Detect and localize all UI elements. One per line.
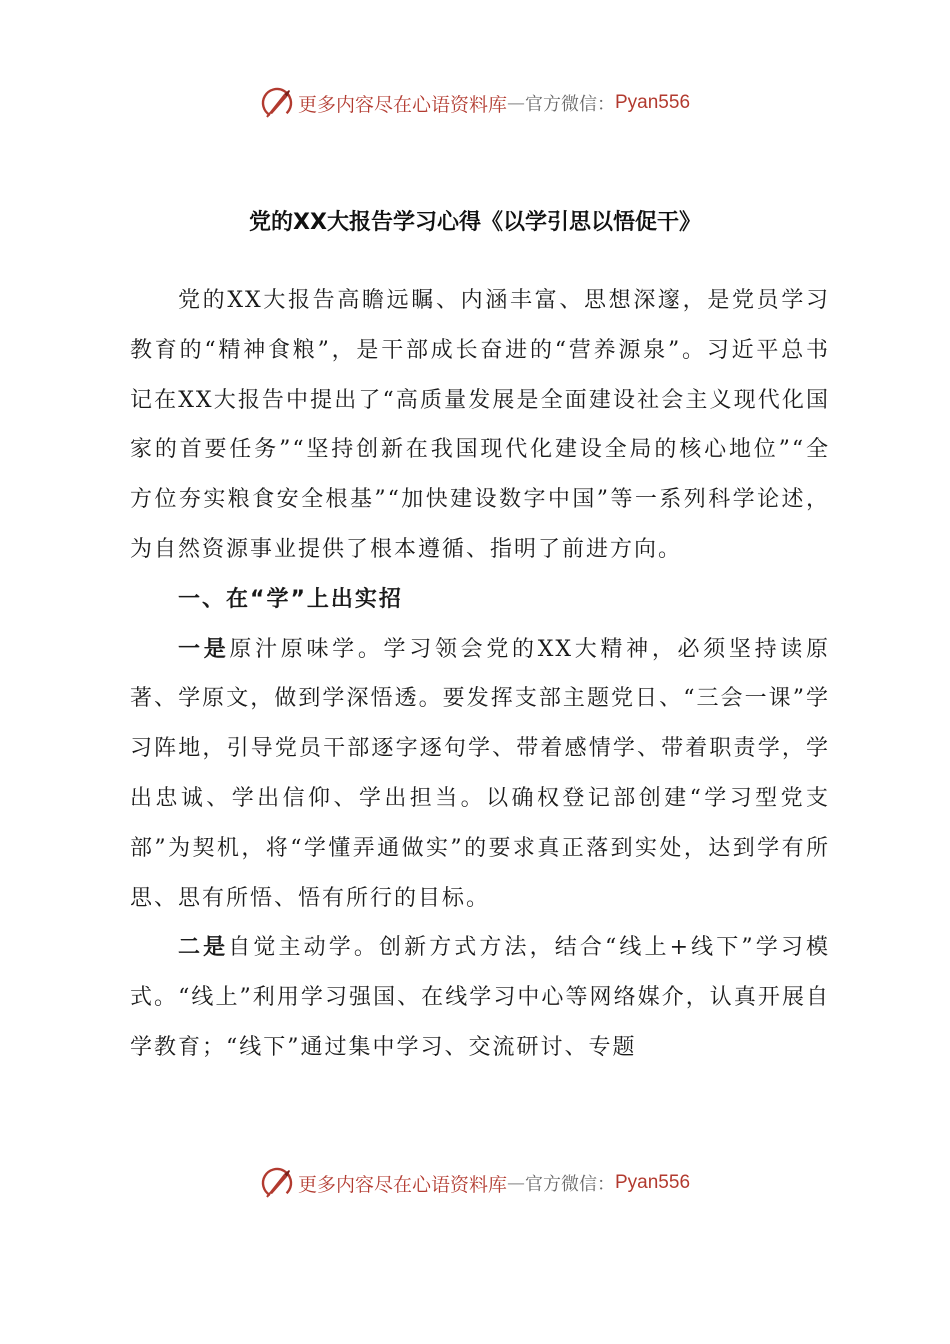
- banner-separator: —: [507, 1172, 525, 1194]
- quill-pen-logo-icon: [260, 86, 294, 120]
- banner-main-text: 更多内容尽在心语资料库: [297, 93, 507, 116]
- banner-official-label: 官方微信：: [525, 94, 615, 115]
- intro-paragraph: 党的XX大报告高瞻远瞩、内涵丰富、思想深邃，是党员学习教育的“精神食粮”，是干部成长奋进的“营养源泉”。习近平总书记在XX大报告中提出了“高质量发展是全面建设社会主义现代化国家的首要任务”“坚持创新在我国现代化建设全局的核心地位”“全方位夯实粮食安全根基”“加快建设数字中国”等一系列科学论述，为自然资源事业提供了根本遵循、指明了前进方向。: [130, 288, 830, 562]
- banner-official-label: 官方微信：: [525, 1174, 615, 1195]
- point-one-text: 原汁原味学。学习领会党的XX大精神，必须坚持读原著、学原文，做到学深悟透。要发挥支部主题党日、“三会一课”学习阵地，引导党员干部逐字逐句学、带着感情学、带着职责学，学出忠诚、学出信仰、学出担当。以确权登记部创建“学习型党支部”为契机，将“学懂弄通做实”的要求真正落到实处，达到学有所思、思有所悟、悟有所行的目标。: [130, 636, 830, 911]
- point-one-lead: 一是: [178, 636, 230, 662]
- banner-wechat-id: Pyan556: [615, 92, 691, 113]
- footer-watermark-banner: [0, 1158, 950, 1208]
- quill-pen-logo-icon: [260, 1166, 294, 1200]
- banner-wechat-id: Pyan556: [615, 1172, 691, 1193]
- point-two-lead: 二是: [178, 935, 229, 961]
- point-one-paragraph: [130, 625, 830, 924]
- header-watermark-banner: [0, 78, 950, 128]
- section-heading: 一、在“学”上出实招: [178, 586, 403, 612]
- banner-separator: —: [507, 92, 525, 114]
- document-title: 党的XX大报告学习心得《以学引思以悟促干》: [249, 210, 701, 235]
- banner-main-text: 更多内容尽在心语资料库: [297, 1173, 507, 1196]
- document-body: [130, 276, 830, 1073]
- point-two-text: 自觉主动学。创新方式方法，结合“线上+线下”学习模式。“线上”利用学习强国、在线学习中心等网络媒介，认真开展自学教育；“线下”通过集中学习、交流研讨、专题: [130, 935, 830, 1060]
- point-two-paragraph: [130, 923, 830, 1072]
